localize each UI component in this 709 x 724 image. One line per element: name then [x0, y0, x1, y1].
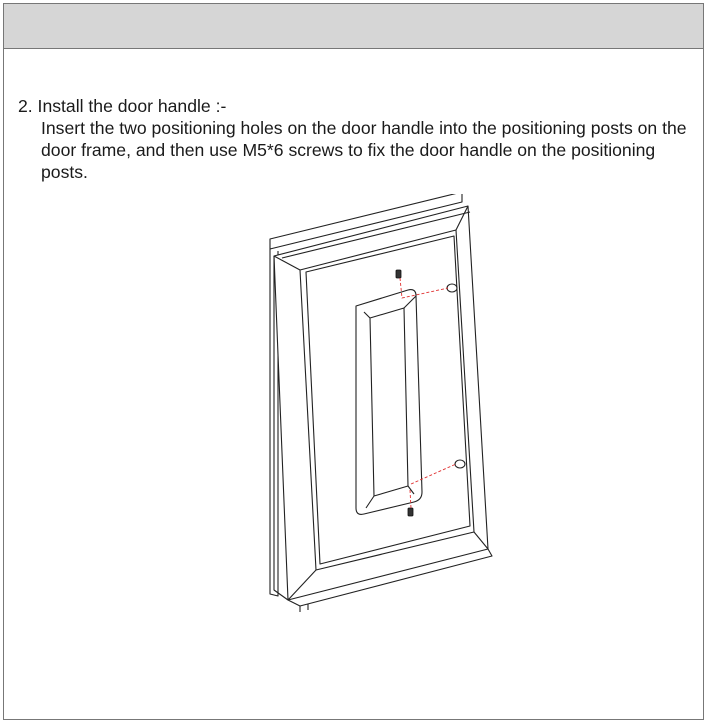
positioning-post-top: [447, 284, 457, 292]
step-description: Insert the two positioning holes on the door handle into the positioning posts on the door frame, and then use M5*6 screws to fix the door handle on the positioning posts.: [41, 118, 687, 182]
m5-screw-top: [396, 270, 401, 278]
door-handle-installation-diagram: [244, 194, 514, 614]
instruction-panel: [3, 3, 704, 720]
door-handle: [356, 290, 422, 515]
header-bar: [4, 4, 703, 49]
m5-screw-bottom: [408, 508, 413, 516]
instruction-step: [18, 95, 702, 183]
positioning-post-bottom: [455, 460, 465, 468]
step-title: 2. Install the door handle :-: [18, 96, 227, 116]
